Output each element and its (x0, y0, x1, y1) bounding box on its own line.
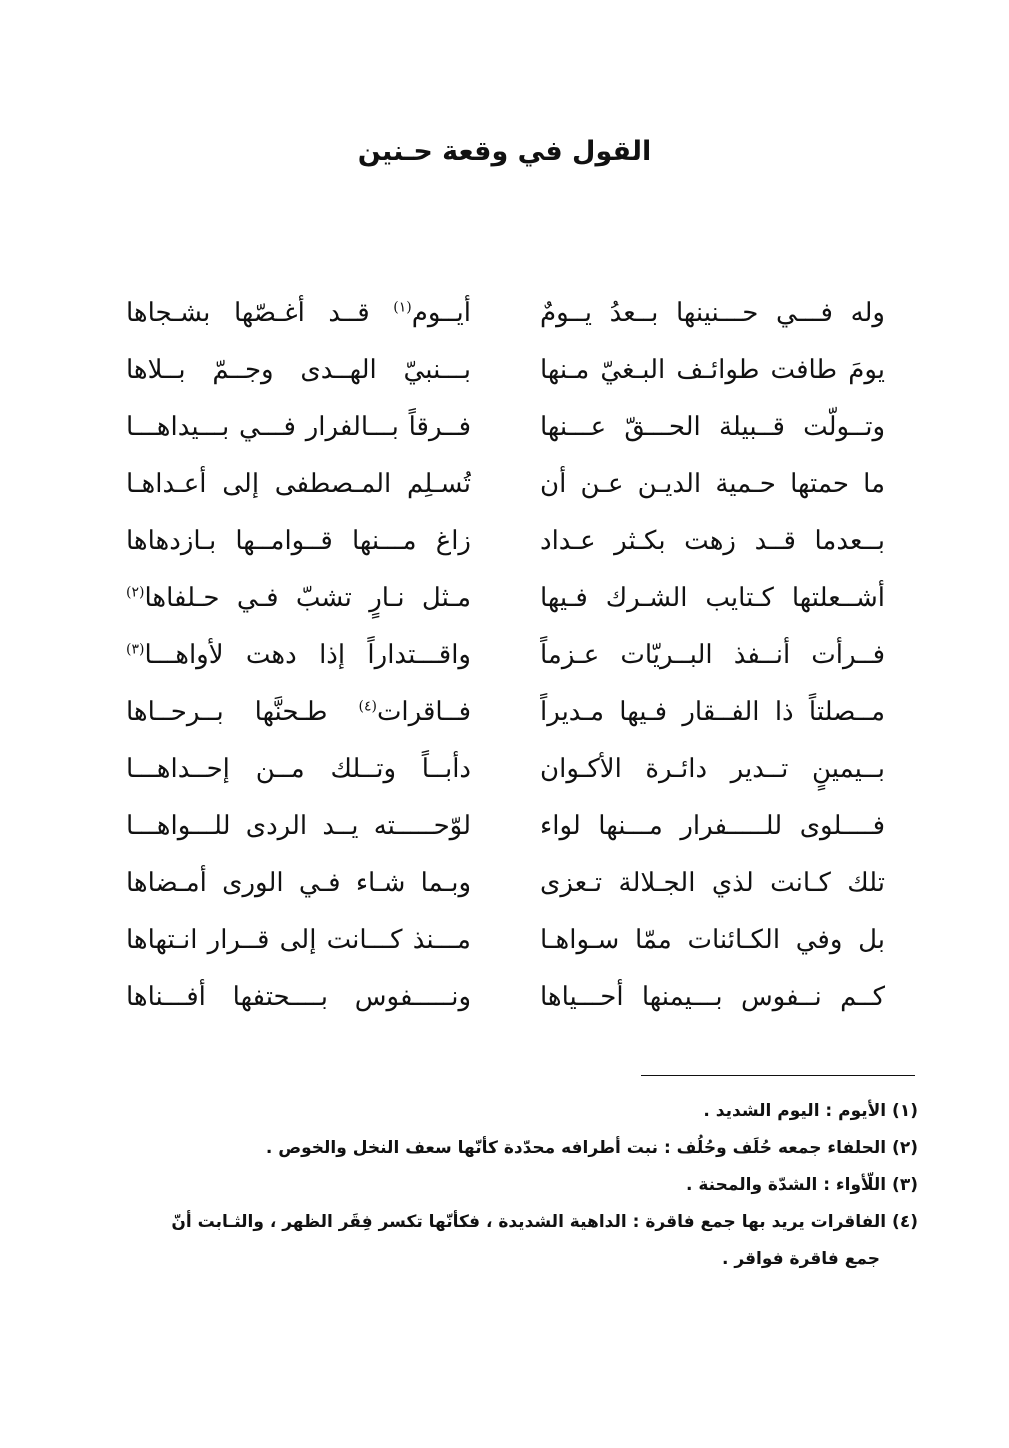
verse-second-hemistich: مـــنذ كـــانت إلى قــرار انـتهاها (126, 925, 471, 955)
verse (0, 288, 1009, 345)
footnote-marker: (١) (393, 299, 412, 316)
verse-second-hemistich (126, 573, 471, 623)
verse-second-hemistich (126, 630, 471, 680)
hemistich-text: أيــوم (411, 298, 471, 328)
verse-second-hemistich: زاغ مـــنها قــوامــها بـازدهاها (126, 526, 471, 556)
verse-first-hemistich: فــــلوى للـــــفرار مـــنها لواء (540, 811, 885, 841)
verse-second-hemistich: دأبــاً وتــلك مــن إحــداهـــا (126, 754, 471, 784)
hemistich-text: فــاقرات (376, 697, 471, 727)
verse (0, 402, 1009, 459)
footnotes (86, 1093, 918, 1278)
verse-second-hemistich: وبـما شـاء فـي الورى أمـضاها (126, 868, 471, 898)
verse (0, 459, 1009, 516)
hemistich-text: مـثل نـارٍ تشبّ فـي حـلفاها (144, 583, 471, 613)
verse-first-hemistich: بــعدما قــد زهت بكـثر عـداد (540, 526, 885, 556)
verse-second-hemistich (126, 687, 471, 737)
verse (0, 915, 1009, 972)
verse-second-hemistich: فــرقاً بـــالفرار فـــي بـــيداهـــا (126, 412, 471, 442)
verse (0, 801, 1009, 858)
footnote-continuation: جمع فاقرة فواقر . (721, 1249, 880, 1269)
footnote: (٤) الفاقرات يريد بها جمع فاقرة : الداهية الشديدة ، فكأنّها تكسر فِقَر الظهر ، والثـابت أنّ (171, 1212, 918, 1232)
verse-first-hemistich: فــرأت أنــفذ البــريّات عـزماً (540, 640, 885, 670)
verse-second-hemistich: ونـــــفوس بــــحتفها أفـــناها (126, 982, 471, 1012)
verse-first-hemistich: تلك كـانت لذي الجـلالة تـعزى (540, 868, 885, 898)
verse-first-hemistich: وله فـــي حـــنينها بــعدُ يــومٌ (540, 298, 885, 328)
footnote-marker: (٣) (126, 641, 145, 658)
verse-first-hemistich: ما حمتها حـمية الديـن عـن أن (540, 469, 885, 499)
verse-second-hemistich: بـــنبيّ الهــدى وجــمّ بــلاها (126, 355, 471, 385)
verse-first-hemistich: كــم نــفوس بـــيمنها أحـــياها (540, 982, 885, 1012)
hemistich-text-rest: طـحنَّها بــرحــاها (126, 697, 359, 727)
hemistich-text-rest: قــد أغـصّها بشـجاها (126, 298, 394, 328)
poem (0, 288, 1009, 1029)
verse-first-hemistich: أشــعلتها كـتايب الشـرك فـيها (540, 583, 885, 613)
verse (0, 687, 1009, 744)
verse-first-hemistich: وتــولّت قــبيلة الحـــقّ عـــنها (540, 412, 885, 442)
verse-second-hemistich: تُسـلِم المـصطفى إلى أعـداهـا (126, 469, 471, 499)
hemistich-text: واقـــتداراً إذا دهت لأواهـــا (144, 640, 471, 670)
verse-first-hemistich: بل وفي الكـائنات ممّا سـواهـا (540, 925, 885, 955)
verse (0, 630, 1009, 687)
verse-first-hemistich: بــيمينٍ تــدير دائـرة الأكـوان (540, 754, 885, 784)
verse-first-hemistich: مــصلتاً ذا الفــقار فـيها مـديراً (540, 697, 885, 727)
verse (0, 972, 1009, 1029)
footnote: (١) الأيوم : اليوم الشديد . (703, 1101, 918, 1121)
footnote-marker: (٢) (126, 584, 145, 601)
footnote: (٣) اللّأواء : الشدّة والمحنة . (685, 1175, 918, 1195)
footnote-marker: (٤) (358, 698, 377, 715)
verse (0, 858, 1009, 915)
verse-first-hemistich: يومَ طافت طوائـف البـغيّ مـنها (540, 355, 885, 385)
page-title: القول في وقعة حـنين (357, 136, 652, 167)
verse-second-hemistich: لوّحـــــته يــد الردى للـــواهـــا (126, 811, 471, 841)
verse (0, 744, 1009, 801)
verse (0, 516, 1009, 573)
verse (0, 573, 1009, 630)
footnote: (٢) الحلفاء جمعه حُلَف وحُلُف : نبت أطرافه محدّدة كأنّها سعف النخل والخوص . (265, 1138, 918, 1158)
verse (0, 345, 1009, 402)
footnote-divider (641, 1075, 915, 1076)
verse-second-hemistich (126, 288, 471, 338)
